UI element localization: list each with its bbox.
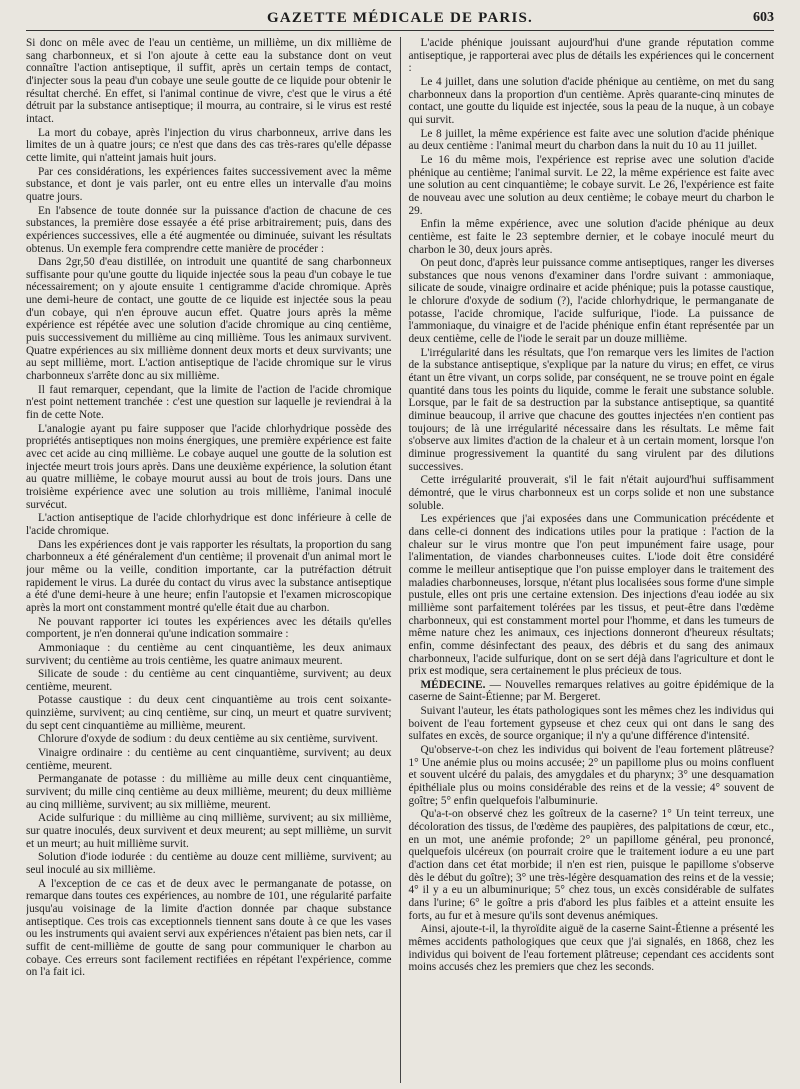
paragraph: Par ces considérations, les expériences faites successivement avec la même substance, et dont je vais parler, ont eu entre elles un intervalle d'au moins quatre jours.	[26, 165, 392, 203]
page-header	[26, 8, 774, 31]
result-item: Potasse caustique : du deux cent cinquantième au trois cent soixante-quinzième, survivent; au cinq centième, sur cinq, un meurt et quatre survivent; du sept cent cinquantième au millième, meurent.	[26, 694, 392, 732]
paragraph: L'action antiseptique de l'acide chlorhydrique est donc inférieure à celle de l'acide chromique.	[26, 512, 392, 537]
paragraph: On peut donc, d'après leur puissance comme antiseptiques, ranger les diverses substances que nous venons d'examiner dans l'ordre suivant : ammoniaque, silicate de soude, vinaigre ordinaire et acide phénique; puis la potasse caustique, le chlorure d'oxyde de sodium (?), l'acide chlorhydrique, le permanganate de potasse, l'acide chromique, l'acide sulfurique, l'iode. La puissance de l'ammoniaque, du vinaigre et de l'acide phénique enfin étant représentée par un deux centième, celle de l'iode le serait par un douze millième.	[408, 257, 774, 346]
result-item: Vinaigre ordinaire : du centième au cent cinquantième, survivent; au deux centième, meurent.	[26, 747, 392, 772]
result-item: Chlorure d'oxyde de sodium : du deux centième au six centième, survivent.	[38, 733, 378, 746]
journal-title: GAZETTE MÉDICALE DE PARIS.	[267, 10, 533, 26]
paragraph: Les expériences que j'ai exposées dans une Communication précédente et dans celle-ci donnent des indications utiles pour la pratique : l'action de la chaleur sur le virus montre que l'on peut impunément faire usage, pour l'alimentation, de viandes charbonneuses cuites. L'iode doit être considéré comme le meilleur antiseptique que l'on puisse employer dans le traitement des maladies charbonneuses, lorsque, n'étant plus localisées sous forme d'une simple pustule, elles ont pris une certaine extension. Des injections d'eau iodée au six millième sont parfaitement tolérées par les tissus, et peut-être dans l'œdème charbonneux, qui est constamment mortel pour l'homme, et dans les tumeurs de même nature chez les animaux, ces injections donneront d'heureux résultats; enfin, comme désinfectant des peaux, des débris et du sang des animaux charbonneux, l'acide sulfurique, dont on se sert déjà dans l'agriculture et dont le prix est modique, sera certainement le plus précieux de tous.	[408, 513, 774, 678]
paragraph: En l'absence de toute donnée sur la puissance d'action de chacune de ces substances, la première dose essayée a été prise arbitrairement; puis, dans des expériences successives, elle a été augmentée ou diminuée, suivant les résultats obtenus. Un exemple fera comprendre cette manière de procéder :	[26, 204, 392, 255]
paragraph: Si donc on mêle avec de l'eau un centième, un millième, un dix millième de sang charbonneux, et si l'on ajoute à cette eau la substance dont on veut connaître l'action antiseptique, il suffit, après un certain temps de contact, d'injecter sous la peau d'un cobaye une seule goutte de ce liquide pour obtenir le résultat cherché. En effet, si l'animal continue de vivre, c'est que le virus a été détruit par la substance antiseptique; il mourra, au contraire, si le virus est resté intact.	[26, 37, 392, 125]
paragraph: Enfin la même expérience, avec une solution d'acide phénique au deux centième, est faite le 23 septembre dernier, et le cobaye inoculé meurt du charbon le 30, deux jours après.	[408, 218, 774, 256]
paragraph: Qu'a-t-on observé chez les goîtreux de la caserne? 1° Un teint terreux, une décoloration des tissus, de l'œdème des paupières, des palpitations de cœur, etc., en un mot, une anémie profonde; 2° un papillome général, peu prononcé, quelquefois ulcéreux (on pourrait croire que le traitement iodure a eu une part d'action dans cet état morbide; il n'en est rien, puisque le papillome s'observe dès le début du goître); 3° une très-légère desquamation des reins et de la vessie; 4° il y a eu un albuminurique; 5° chez tous, un excès considérable de sulfates dans l'urine; 6° le goître a pris d'abord les plus faibles et a atteint ensuite les forts, au fur et à mesure qu'ils sont devenus anémiques.	[408, 808, 774, 922]
paragraph: Qu'observe-t-on chez les individus qui boivent de l'eau fortement plâtreuse? 1° Une anémie plus ou moins accusée; 2° un papillome plus ou moins confluent et souvent ulcéré du palais, des amygdales et du pharynx; 3° une desquamation épithéliale plus ou moins considérable des reins et de la vessie; 4° souvent de goître; 5° enfin quelquefois l'albuminurie.	[408, 744, 774, 807]
section-label: MÉDECINE.	[420, 678, 486, 691]
section-title: — Nouvelles remarques relatives au goitre épidémique de la caserne de Saint-Étienne; par M. Bergeret.	[408, 678, 774, 704]
paragraph: Ainsi, ajoute-t-il, la thyroïdite aiguë de la caserne Saint-Étienne a présenté les mêmes accidents pathologiques que ceux que j'ai signalés, en 1868, chez les individus qui boivent de l'eau fortement plâtreuse; cependant ces accidents sont moins accusés chez les premiers que chez les seconds.	[408, 923, 774, 974]
paragraph: L'acide phénique jouissant aujourd'hui d'une grande réputation comme antiseptique, je rapporterai avec plus de détails les expériences qui le concernent :	[408, 37, 774, 75]
page-number: 603	[753, 10, 774, 25]
paragraph: Il faut remarquer, cependant, que la limite de l'action de l'acide chromique n'est point nettement tranchée : c'est une question sur laquelle je reviendrai à la fin de cette Note.	[26, 383, 392, 422]
paragraph: Le 4 juillet, dans une solution d'acide phénique au centième, on met du sang charbonneux dans la proportion d'un centième. Après quarante-cinq minutes de contact, une goutte du liquide est injectée, sous la peau de la nuque, à un cobaye qui survit.	[408, 75, 774, 126]
paragraph: Dans 2gr,50 d'eau distillée, on introduit une quantité de sang charbonneux suffisante pour qu'une goutte du liquide injectée sous la peau d'un cobaye le tue nécessairement; on y ajoute ensuite 1 centigramme d'acide chromique. Après une demi-heure de contact, une goutte de ce liquide est injectée sous la peau d'un cobaye, qui n'en éprouve aucun effet. Quatre jours après la même expérience est répétée avec une solution d'acide chromique au cinq centième, puis successivement du millième au cinq millième. Tous les animaux survivent. Quatre expériences au six millième donnent deux morts et deux survivants; une au sept millième, mort. L'action antiseptique de l'acide chromique sur le virus charbonneux s'arrête donc au six millième.	[26, 256, 392, 383]
paragraph: Le 16 du même mois, l'expérience est reprise avec une solution d'acide phénique au centième; l'animal survit. Le 22, la même expérience est faite avec une solution au cent cinquantième; le cobaye survit. Le 26, l'expérience est faite de nouveau avec une solution au deux centième; le cobaye meurt du charbon le 29.	[408, 153, 774, 217]
section-heading	[409, 679, 775, 704]
paragraph: La mort du cobaye, après l'injection du virus charbonneux, arrive dans les limites de un à quatre jours; ce n'est que dans des cas très-rares qu'elle dépasse cette limite, qui n'atteint jamais huit jours.	[26, 126, 392, 164]
result-item: Solution d'iode iodurée : du centième au douze cent millième, survivent; au seul inoculé au six millième.	[26, 851, 392, 876]
paragraph: A l'exception de ce cas et de deux avec le permanganate de potasse, on remarque dans toutes ces expériences, au nombre de 101, une régularité parfaite jusqu'au voisinage de la limite d'action donnée par chaque substance antiseptique. Ces trois cas exceptionnels tiennent sans doute à ce que les vases ou les instruments qui avaient servi aux expériences n'étaient pas bien nets, car il suffit de cent-millième de goutte de sang pour communiquer le charbon au cobaye. Ces erreurs sont facilement rectifiées en répétant l'expérience, comme on l'a fait ici.	[26, 877, 392, 979]
paragraph: Ne pouvant rapporter ici toutes les expériences avec les détails qu'elles comportent, je n'en donnerai qu'une indication sommaire :	[26, 615, 392, 641]
result-item: Acide sulfurique : du millième au cinq millième, survivent; au six millième, sur quatre inoculés, deux survivent et deux meurent; au sept millième, un survit et un meurt; au huit millième survit.	[26, 812, 392, 850]
result-item: Permanganate de potasse : du millième au mille deux cent cinquantième, survivent; du mille cinq centième au deux millième, meurent; du deux millième au cinq millième, survivent; au six millième, meurent.	[26, 773, 392, 811]
paragraph: L'analogie ayant pu faire supposer que l'acide chlorhydrique possède des propriétés antiseptiques non moins énergiques, une première expérience est faite avec cet acide au cinq millième. Le cobaye auquel une goutte de la solution est injectée meurt trois jours après. Dans une deuxième expérience, la solution étant au quatre millième, le cobaye mourut aussi au bout de trois jours. Dans une troisième expérience avec une solution au trois millième, l'animal inoculé survécut.	[26, 422, 392, 511]
result-item: Silicate de soude : du centième au cent cinquantième, survivent; au deux centième, meurent.	[26, 668, 392, 693]
paragraph: Le 8 juillet, la même expérience est faite avec une solution d'acide phénique au deux centième : l'animal meurt du charbon dans la nuit du 10 au 11 juillet.	[408, 127, 774, 153]
paragraph: L'irrégularité dans les résultats, que l'on remarque vers les limites de l'action de la substance antiseptique, s'explique par la nature du virus; en effet, ce virus étant un être vivant, un corps solide, par conséquent, ne se trouve point en égale quantité dans tous les points du liquide, comme le ferait une substance soluble. Lorsque, par le fait de sa destruction par la substance antiseptique, sa quantité diminue beaucoup, il arrive que chacune des gouttes injectées n'en contient pas toujours; de là une irrégularité nécessaire dans les résultats. Le même fait s'observe aux limites d'action de la chaleur et à un certain moment, lorsque l'on diminue progressivement la quantité du sang virulent par des dilutions successives.	[408, 346, 774, 473]
paragraph: Cette irrégularité prouverait, s'il le fait n'était aujourd'hui suffisamment démontré, que le virus charbonneux est un corps solide et non une substance soluble.	[408, 474, 774, 512]
right-column	[401, 37, 775, 1083]
left-column	[26, 37, 400, 1083]
paragraph: Dans les expériences dont je vais rapporter les résultats, la proportion du sang charbonneux a été généralement d'un centième; il provenait d'un animal mort le jour même ou la veille, condition importante, car la putréfaction détruit rapidement le virus. La durée du contact du virus avec la substance antiseptique a été d'une demi-heure à une heure; enfin l'autopsie et l'examen microscopique après la mort ont constamment montré qu'elle était due au charbon.	[26, 538, 392, 614]
text-columns	[26, 37, 774, 1083]
paragraph: Suivant l'auteur, les états pathologiques sont les mêmes chez les individus qui boivent de l'eau fortement gypseuse et chez ceux qui ont dans le sang des sulfates en excès, de source organique; il n'y a qu'une différence d'intensité.	[408, 705, 774, 743]
result-item: Ammoniaque : du centième au cent cinquantième, les deux animaux survivent; du centième au trois centième, les quatre animaux meurent.	[26, 641, 392, 667]
